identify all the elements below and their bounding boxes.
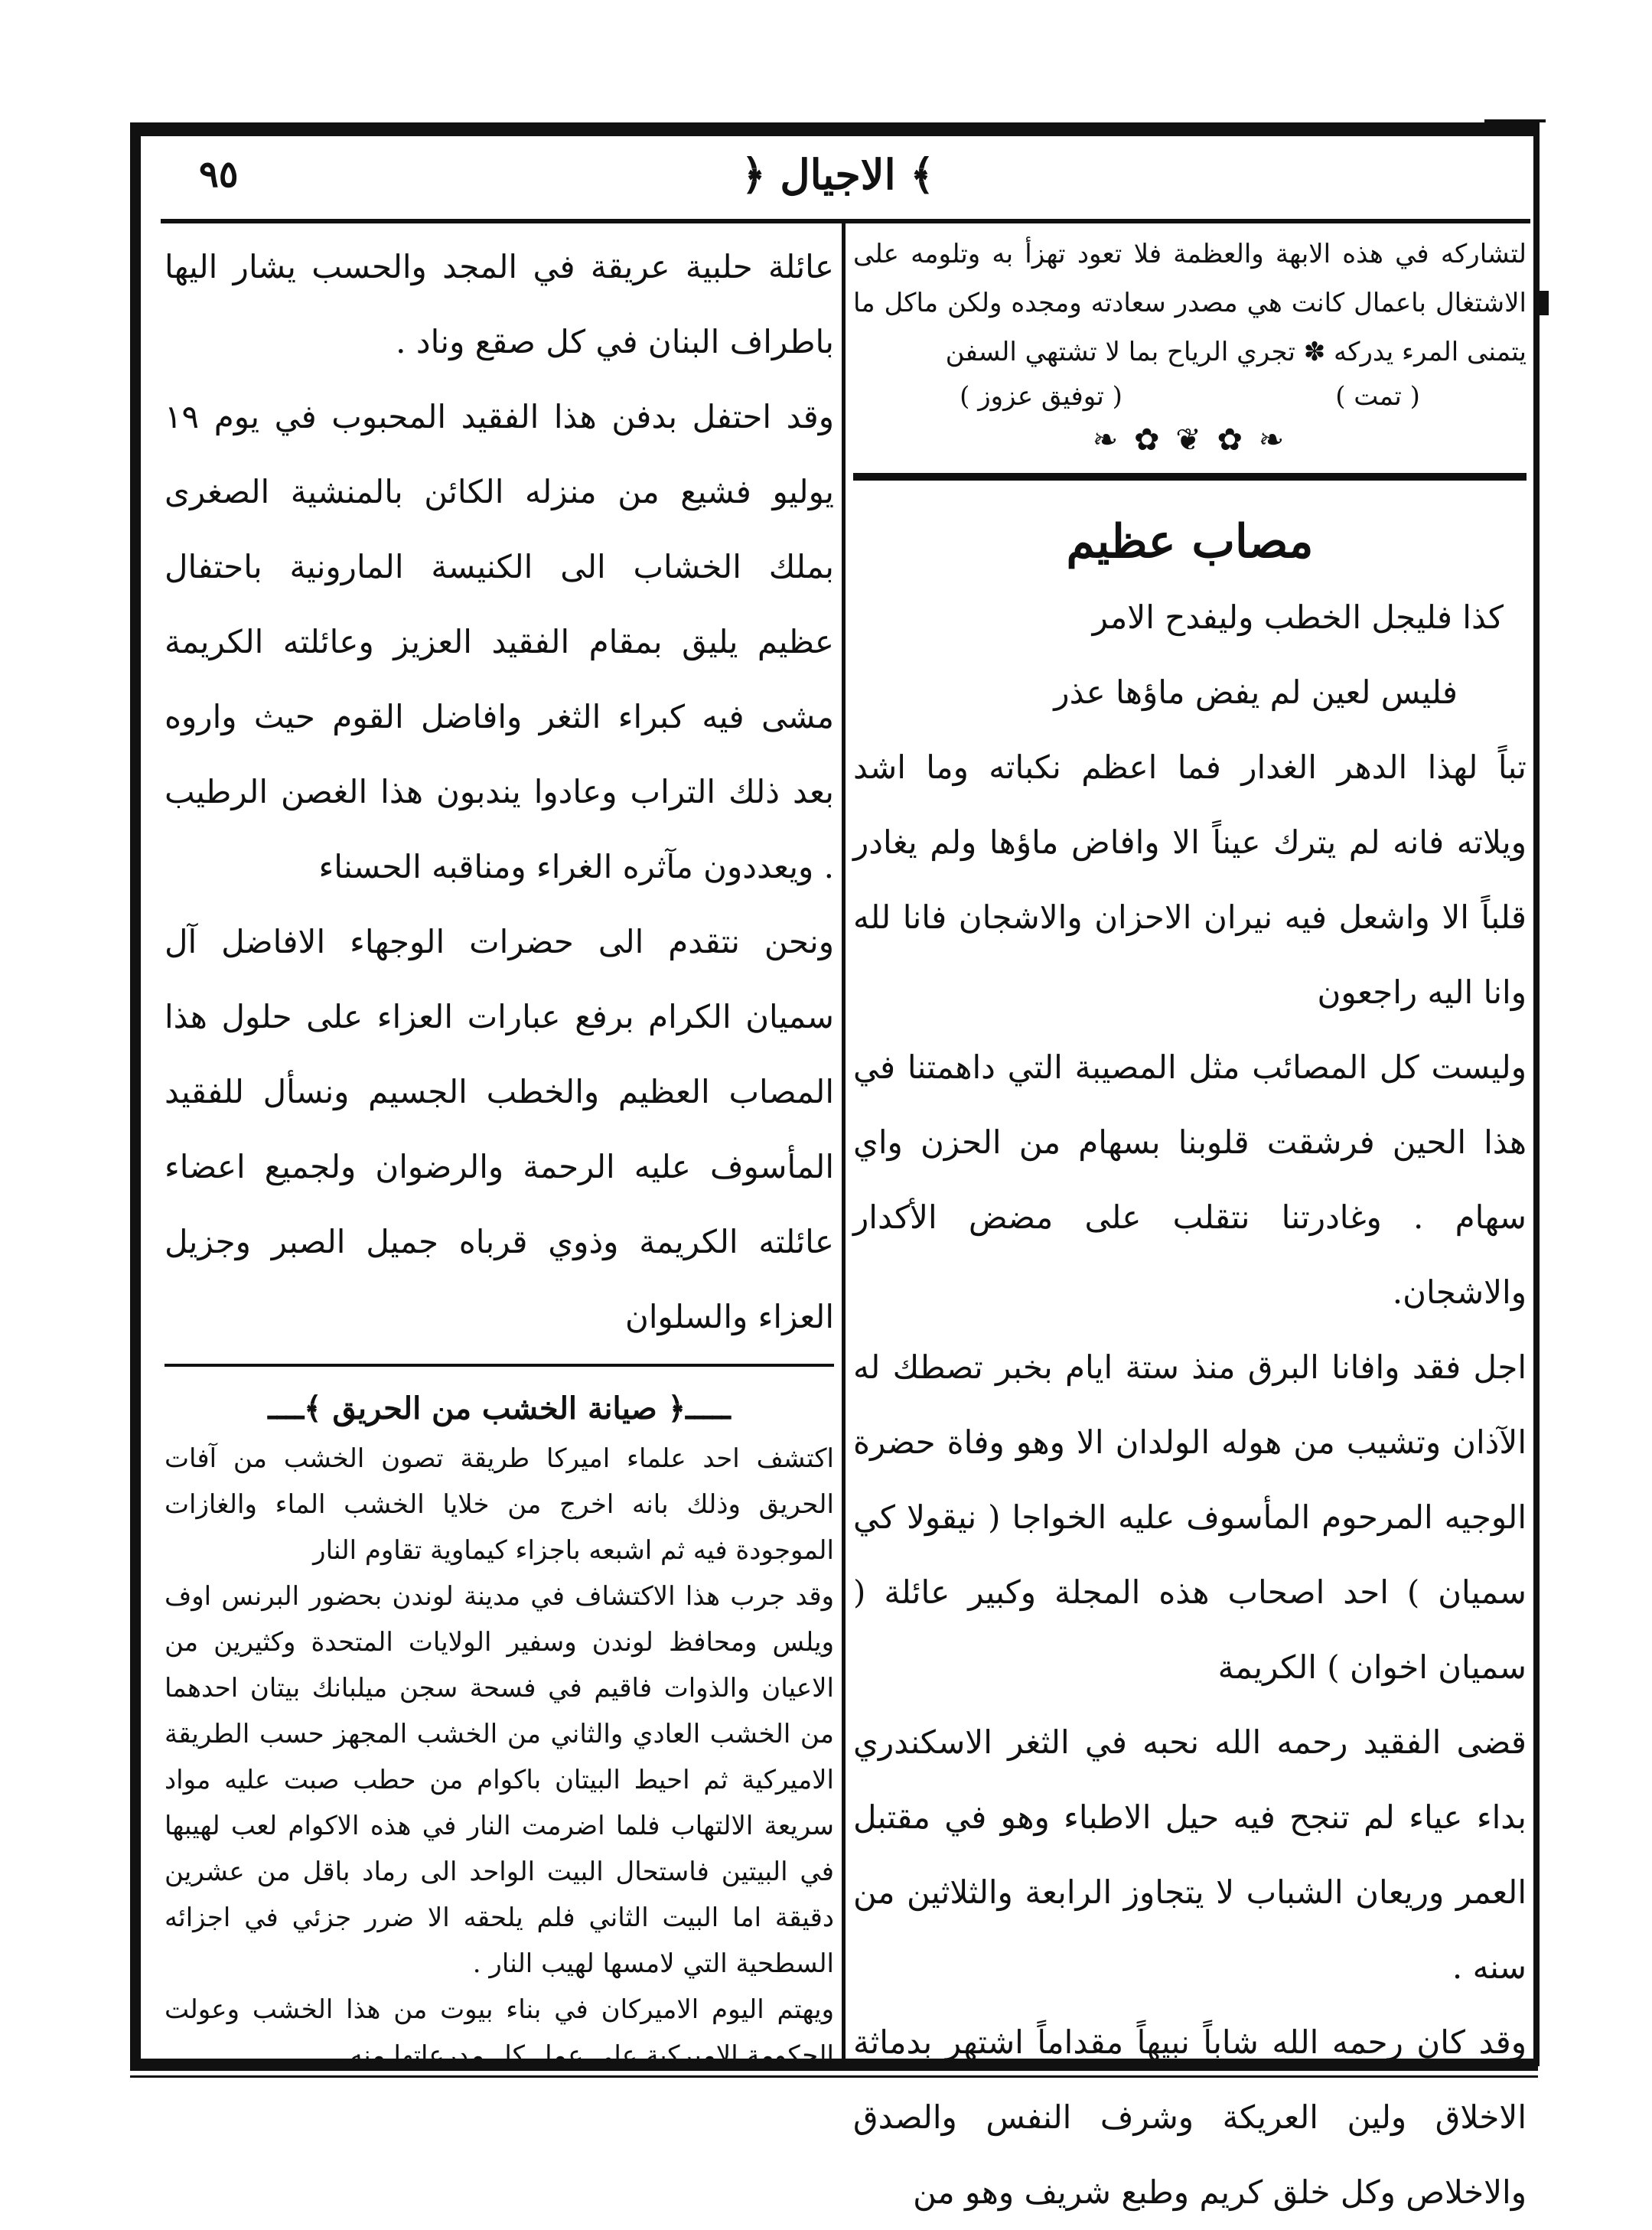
obituary-continued-paragraph: عائلة حلبية عريقة في المجد والحسب يشار اليها باطراف البنان في كل صقع وناد . bbox=[165, 248, 834, 360]
ornament-divider: ❧ ✿ ❦ ✿ ❧ bbox=[1092, 422, 1288, 458]
section-rule bbox=[853, 473, 1527, 481]
header-rule bbox=[161, 219, 1530, 223]
section-title-obituary: مصاب عظيم bbox=[1066, 515, 1314, 569]
obituary-paragraph: وليست كل المصائب مثل المصيبة التي داهمتنا في هذا الحين فرشقت قلوبنا بسهام من الحزن واي سهام . وغادرتنا نتقلب على مضض الأكدار والاشجان. bbox=[853, 1048, 1527, 1311]
left-column bbox=[165, 230, 834, 2071]
page-number: ٩٥ bbox=[199, 153, 239, 196]
margin-mark bbox=[1540, 291, 1549, 315]
section-title-wood: ـــــ﴿ صيانة الخشب من الحريق ﴾ــــ bbox=[268, 1390, 731, 1426]
column-divider bbox=[842, 222, 846, 2059]
page-frame-right bbox=[1533, 122, 1540, 2066]
article-paragraph: ويهتم اليوم الاميركان في بناء بيوت من هذا الخشب وعولت الحكومة الاميركية على عمل كل مدرعاتها منه . bbox=[165, 1994, 834, 2071]
obituary-paragraph: وقد كان رحمه الله شاباً نبيهاً مقداماً اشتهر بدماثة الاخلاق ولين العريكة وشرف النفس والصدق والاخلاص وكل خلق كريم وطبع شريف وهو من bbox=[853, 2023, 1527, 2211]
right-column bbox=[853, 230, 1527, 2211]
article-paragraph: اكتشف احد علماء اميركا طريقة تصون الخشب من آفات الحريق وذلك بانه اخرج من خلايا الخشب الماء والغازات الموجودة فيه ثم اشبعه باجزاء كيماوية تقاوم النار bbox=[165, 1443, 834, 1566]
journal-title: ﴿ الاجيال ﴾ bbox=[741, 150, 935, 199]
story-ending-mark: ( تمت ) bbox=[1335, 381, 1420, 412]
obituary-continued-paragraph: ونحن نتقدم الى حضرات الوجهاء الافاضل آل سميان الكرام برفع عبارات العزاء على حلول هذا المصاب العظيم والخطب الجسيم ونسأل للفقيد المأسوف عليه الرحمة والرضوان ولجميع اعضاء عائلته الكريمة وذوي قرباه جميل الصبر وجزيل العزاء والسلوان bbox=[165, 923, 834, 1335]
story-signature bbox=[853, 381, 1527, 412]
obituary-paragraph: اجل فقد وافانا البرق منذ ستة ايام بخبر تصطك له الآذان وتشيب من هوله الولدان الا وهو وفاة حضرة الوجيه المرحوم المأسوف عليه الخواجا ( نيقولا كي سميان ) احد اصحاب هذه المجلة وكبير عائلة ( سميان اخوان ) الكريمة bbox=[853, 1348, 1527, 1686]
verse-line: كذا فليجل الخطب وليفدح الامر bbox=[1092, 598, 1504, 636]
verse-line: فليس لعين لم يفض ماؤها عذر bbox=[1054, 673, 1458, 711]
story-author: ( توفيق عزوز ) bbox=[960, 381, 1123, 412]
obituary-continued-paragraph: وقد احتفل بدفن هذا الفقيد المحبوب في يوم ١٩ يوليو فشيع من منزله الكائن بالمنشية الصغرى بملك الخشاب الى الكنيسة المارونية باحتفال عظيم يليق بمقام الفقيد العزيز وعائلته الكريمة مشى فيه كبراء الثغر وافاضل القوم حيث واروه بعد ذلك التراب وعادوا يندبون هذا الغصن الرطيب . ويعددون مآثره الغراء ومناقبه الحسناء bbox=[165, 398, 834, 885]
obituary-paragraph: قضى الفقيد رحمه الله نحبه في الثغر الاسكندري بداء عياء لم تنجح فيه حيل الاطباء وهو في مقتبل العمر وريعان الشباب لا يتجاوز الرابعة والثلاثين من سنه . bbox=[853, 1723, 1527, 1986]
page-frame-left bbox=[130, 122, 141, 2066]
page-frame-top bbox=[130, 122, 1538, 136]
article-paragraph: وقد جرب هذا الاكتشاف في مدينة لوندن بحضور البرنس اوف ويلس ومحافظ لوندن وسفير الولايات المتحدة وكثيرين من الاعيان والذوات فاقيم في فسحة سجن ميلبانك بيتان احدهما من الخشب العادي والثاني من الخشب المجهز حسب الطريقة الاميركية ثم احيط البيتان باكوام من حطب صبت عليه مواد سريعة الالتهاب فلما اضرمت النار في هذه الاكوام لعب لهيبها في البيتين فاستحال البيت الواحد الى رماد باقل من عشرين دقيقة اما البيت الثاني فلم يلحقه الا ضرر جزئي في اجزائه السطحية التي لامسها لهيب النار . bbox=[165, 1581, 834, 1979]
obituary-paragraph: تباً لهذا الدهر الغدار فما اعظم نكباته وما اشد ويلاته فانه لم يترك عيناً الا وافاض ماؤها ولم يغادر قلباً الا واشعل فيه نيران الاحزان والاشجان فانا لله وانا اليه راجعون bbox=[853, 748, 1527, 1011]
section-rule bbox=[165, 1364, 834, 1367]
story-ending-paragraph: لتشاركه في هذه الابهة والعظمة فلا تعود تهزأ به وتلومه على الاشتغال باعمال كانت هي مصدر سعادته ومجده ولكن ماكل ما يتمنى المرء يدركه ✽ تجري الرياح بما لا تشتهي السفن bbox=[853, 239, 1527, 367]
page-header bbox=[153, 145, 1523, 207]
